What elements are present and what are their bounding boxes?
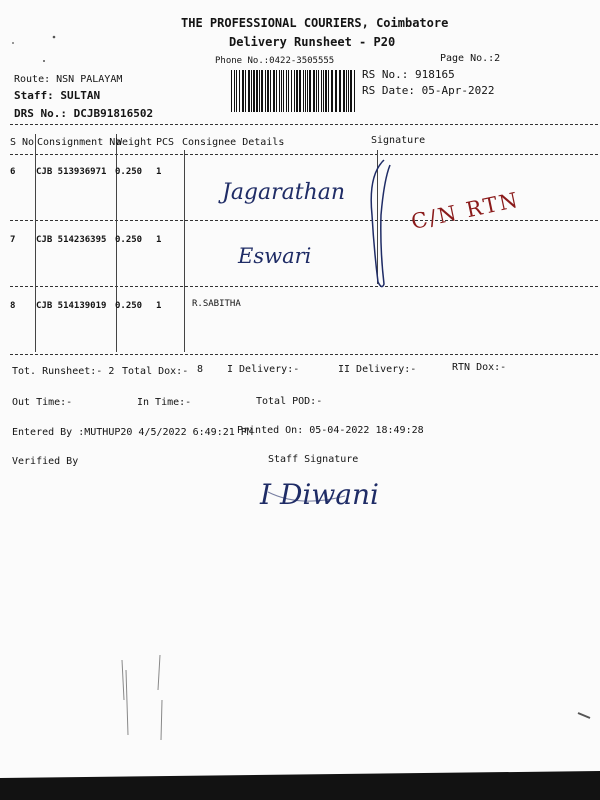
barcode-bar — [309, 70, 311, 112]
barcode-bar — [323, 70, 324, 112]
barcode-bar — [291, 70, 292, 112]
barcode-bar — [251, 70, 252, 112]
total-runsheet: Tot. Runsheet:- 2 — [12, 366, 115, 377]
header-consignment: Consignment No — [37, 137, 122, 148]
column-divider — [184, 150, 185, 352]
barcode-bar — [239, 70, 240, 112]
header-bottom-rule — [10, 154, 598, 155]
staff-signature-handwriting: I Diwani — [260, 478, 380, 511]
row-divider — [10, 286, 598, 287]
row-sno: 8 — [10, 301, 16, 311]
rs-number: RS No.: 918165 — [362, 68, 455, 81]
barcode-bar — [321, 70, 322, 112]
row-consignment: CJB 513936971 — [36, 167, 107, 177]
barcode-bar — [325, 70, 327, 112]
phone-number: Phone No.:0422-3505555 — [215, 56, 335, 66]
barcode-bar — [303, 70, 304, 112]
page-bottom-edge — [0, 771, 600, 800]
in-time: In Time:- — [137, 397, 192, 408]
barcode-bar — [261, 70, 263, 112]
barcode-bar — [259, 70, 260, 112]
first-delivery: I Delivery:- — [227, 364, 300, 375]
barcode-bar — [294, 70, 295, 112]
row-divider — [10, 220, 598, 221]
table-bottom-rule — [10, 354, 598, 355]
row-sno: 7 — [10, 235, 16, 245]
barcode-bar — [307, 70, 308, 112]
row-weight: 0.250 — [115, 167, 143, 177]
barcode-bar — [283, 70, 284, 112]
barcode-bar — [328, 70, 329, 112]
barcode-bar — [343, 70, 345, 112]
barcode-bar — [265, 70, 266, 112]
barcode-bar — [236, 70, 237, 112]
row-pcs: 1 — [156, 235, 162, 245]
barcode-bar — [296, 70, 298, 112]
barcode-bar — [348, 70, 349, 112]
barcode-bar — [231, 70, 232, 112]
barcode-bar — [234, 70, 235, 112]
page-number: Page No.:2 — [440, 53, 501, 64]
header-weight: Weight — [116, 137, 153, 148]
row-pcs: 1 — [156, 167, 162, 177]
row-weight: 0.250 — [115, 301, 143, 311]
scan-mark — [122, 655, 162, 740]
barcode-bar — [331, 70, 333, 112]
row-weight: 0.250 — [115, 235, 143, 245]
barcode-bar — [313, 70, 315, 112]
barcode-bar — [248, 70, 250, 112]
scan-mark — [578, 713, 590, 718]
out-time: Out Time:- — [12, 397, 73, 408]
column-divider — [377, 150, 378, 284]
route-label: Route: NSN PALAYAM — [14, 74, 123, 85]
rs-date: RS Date: 05-Apr-2022 — [362, 84, 495, 97]
barcode — [231, 70, 355, 112]
rtn-dox: RTN Dox:- — [452, 362, 507, 373]
barcode-bar — [288, 70, 289, 112]
header-pcs: PCS — [156, 137, 175, 148]
header-signature: Signature — [371, 135, 426, 146]
barcode-bar — [350, 70, 352, 112]
scan-mark — [53, 36, 56, 39]
barcode-bar — [273, 70, 275, 112]
drs-number: DRS No.: DCJB91816502 — [14, 107, 154, 120]
row-consignment: CJB 514139019 — [36, 301, 107, 311]
scan-mark — [12, 42, 14, 44]
total-pod: Total POD:- — [256, 396, 323, 407]
barcode-bar — [267, 70, 269, 112]
handwritten-receiver-name: Jagarathan — [222, 180, 346, 205]
barcode-bar — [316, 70, 317, 112]
barcode-bar — [245, 70, 246, 112]
second-delivery: II Delivery:- — [338, 364, 417, 375]
barcode-bar — [286, 70, 287, 112]
total-dox-label: Total Dox:- — [122, 366, 189, 377]
printed-on: Printed On: 05-04-2022 18:49:28 — [237, 425, 424, 436]
company-name: THE PROFESSIONAL COURIERS, Coimbatore — [181, 16, 449, 30]
document-title: Delivery Runsheet - P20 — [229, 35, 396, 49]
barcode-bar — [242, 70, 244, 112]
row-pcs: 1 — [156, 301, 162, 311]
barcode-bar — [270, 70, 271, 112]
barcode-bar — [346, 70, 347, 112]
table-top-rule — [10, 124, 598, 125]
row-consignee: R.SABITHA — [192, 299, 241, 309]
barcode-bar — [276, 70, 277, 112]
barcode-bar — [305, 70, 306, 112]
barcode-bar — [335, 70, 337, 112]
signature-bracket-stroke — [371, 160, 390, 287]
total-dox-value: 8 — [197, 364, 204, 375]
row-sno: 6 — [10, 167, 16, 177]
barcode-bar — [253, 70, 255, 112]
barcode-bar — [354, 70, 355, 112]
handwritten-return-note: C/N RTN — [409, 187, 522, 234]
row-consignment: CJB 514236395 — [36, 235, 107, 245]
barcode-bar — [256, 70, 258, 112]
verified-by: Verified By — [12, 456, 79, 467]
scan-mark — [43, 60, 45, 62]
barcode-bar — [281, 70, 282, 112]
handwritten-receiver-name: Eswari — [238, 244, 312, 268]
header-sno: S No — [10, 137, 35, 148]
barcode-bar — [318, 70, 319, 112]
barcode-bar — [279, 70, 280, 112]
staff-label: Staff: SULTAN — [14, 89, 101, 102]
entered-by: Entered By :MUTHUP20 4/5/2022 6:49:21 PM — [12, 427, 253, 438]
staff-signature-label: Staff Signature — [268, 454, 359, 465]
barcode-bar — [299, 70, 301, 112]
header-consignee: Consignee Details — [182, 137, 285, 148]
barcode-bar — [339, 70, 341, 112]
